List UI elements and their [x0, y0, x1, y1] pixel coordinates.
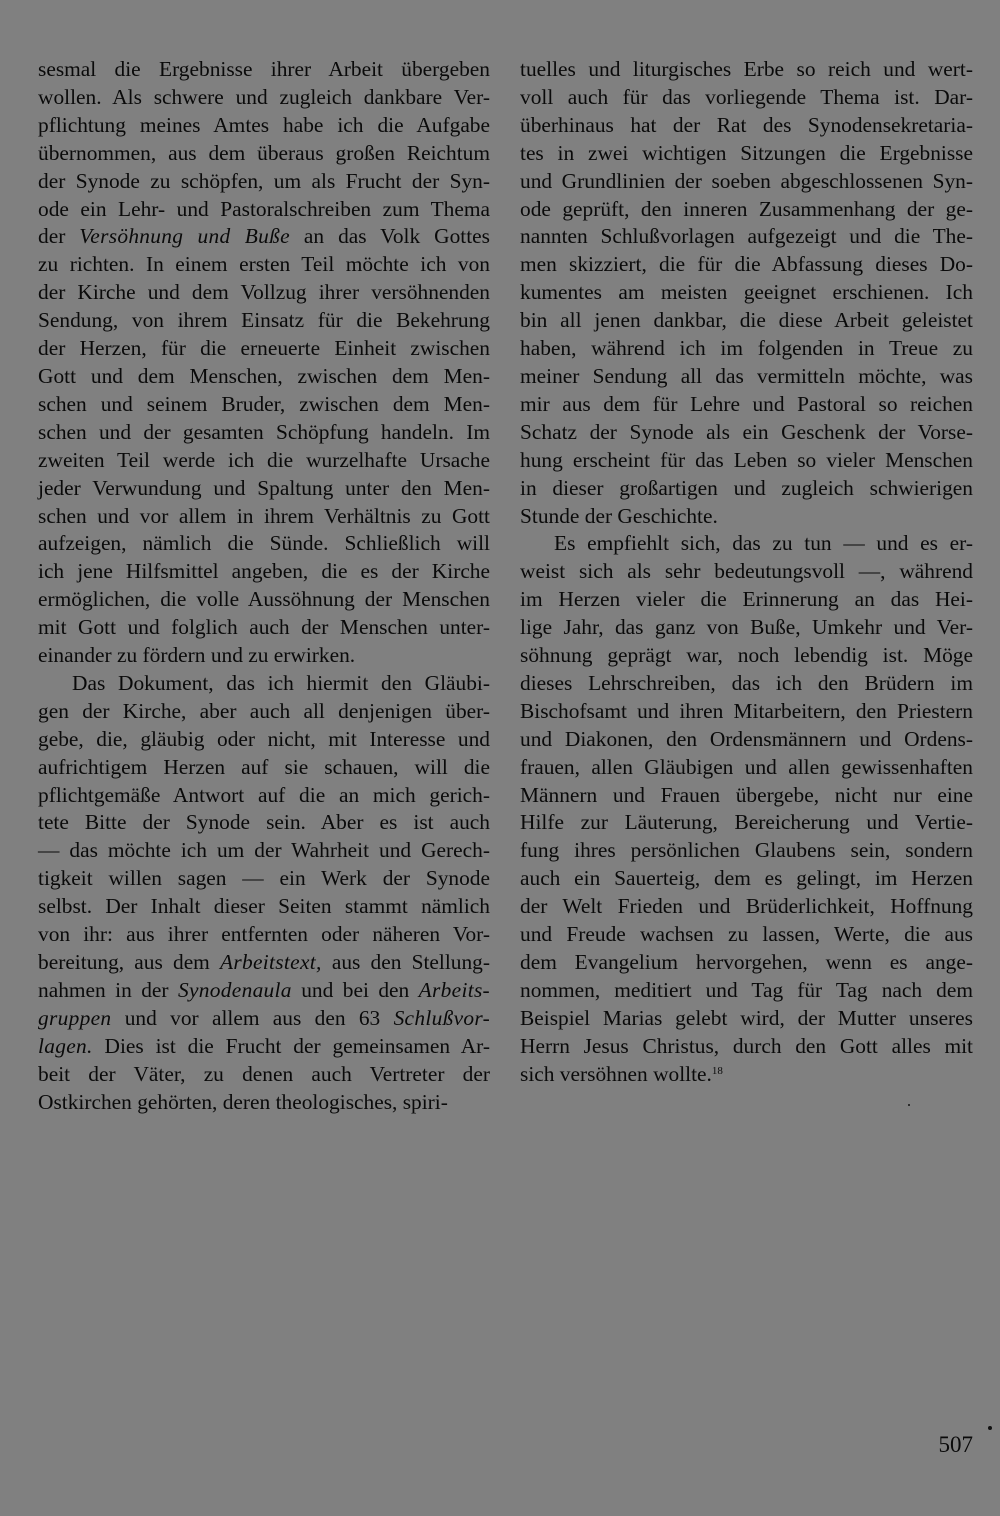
text-line: nannten Schlußvorlagen aufgezeigt und die The-: [520, 224, 973, 249]
text-line: Ostkirchen gehörten, deren theologisches, spiri-: [38, 1089, 448, 1114]
text-line: der Kirche und dem Vollzug ihrer versöhnenden: [38, 280, 490, 305]
text-line: ich jene Hilfsmittel angeben, die es der Kirche: [38, 559, 490, 584]
text-line: mir aus dem für Lehre und Pastoral so reichen: [520, 391, 973, 416]
text-line: tete Bitte der Synode sein. Aber es ist auch: [38, 810, 490, 835]
right-text-column: [520, 56, 973, 1089]
text-line: Es empfiehlt sich, das zu tun — und es er-: [554, 531, 973, 556]
text-line: kumentes am meisten geeignet erschienen. Ich: [520, 280, 973, 305]
text-line: von ihr: aus ihrer entfernten oder näheren Vor-: [38, 922, 490, 947]
text-line: aufzeigen, nämlich die Sünde. Schließlich will: [38, 531, 490, 556]
text-line: zu richten. In einem ersten Teil möchte ich von: [38, 252, 490, 277]
text-line: hung erscheint für das Leben so vieler Menschen: [520, 447, 973, 472]
text-line: gen der Kirche, aber auch all denjenigen über-: [38, 698, 490, 723]
text-line: bin all jenen dankbar, die diese Arbeit geleistet: [520, 308, 973, 333]
text-line: Gott und dem Menschen, zwischen dem Men-: [38, 363, 490, 388]
text-line: wollen. Als schwere und zugleich dankbare Ver-: [38, 84, 490, 109]
text-line: Hilfe zur Läuterung, Bereicherung und Vertie-: [520, 810, 973, 835]
text-line: nahmen in der Synodenaula und bei den Arbeits-: [38, 977, 490, 1002]
text-line: lagen. Dies ist die Frucht der gemeinsamen Ar-: [38, 1033, 490, 1058]
text-line: pflichtung meines Amtes habe ich die Aufgabe: [38, 112, 490, 137]
text-line: sich versöhnen wollte.$^{18}$: [520, 1061, 723, 1086]
text-line: dieses Lehrschreiben, das ich den Brüdern im: [520, 670, 973, 695]
text-line: tes in zwei wichtigen Sitzungen die Ergebnisse: [520, 140, 973, 165]
text-line: übernommen, aus dem überaus großen Reichtum: [38, 140, 490, 165]
paragraph: [520, 530, 973, 1088]
text-line: sesmal die Ergebnisse ihrer Arbeit übergeben: [38, 57, 490, 81]
text-line: aufrichtigem Herzen auf sie schauen, will die: [38, 754, 490, 779]
text-line: der Welt Frieden und Brüderlichkeit, Hoffnung: [520, 894, 973, 919]
text-line: nommen, meditiert und Tag für Tag nach dem: [520, 977, 973, 1002]
text-line: Beispiel Marias gelebt wird, der Mutter unseres: [520, 1005, 973, 1030]
text-line: beit der Väter, zu denen auch Vertreter der: [38, 1061, 490, 1086]
text-line: men skizziert, die für die Abfassung dieses Do-: [520, 252, 973, 277]
text-line: und Diakonen, den Ordensmännern und Ordens-: [520, 726, 973, 751]
text-line: ode ein Lehr- und Pastoralschreiben zum Thema: [38, 196, 490, 221]
text-line: selbst. Der Inhalt dieser Seiten stammt nämlich: [38, 894, 490, 919]
text-line: Männern und Frauen übergebe, nicht nur eine: [520, 782, 973, 807]
text-line: und Freude wachsen zu lassen, Werte, die aus: [520, 922, 973, 947]
text-line: gebe, die, gläubig oder nicht, mit Interesse und: [38, 726, 490, 751]
text-line: haben, während ich im folgenden in Treue zu: [520, 336, 973, 361]
left-text-column: [38, 56, 490, 1116]
text-line: schen und vor allem in ihrem Verhältnis zu Gott: [38, 503, 490, 528]
text-line: lige Jahr, das ganz von Buße, Umkehr und Ver-: [520, 615, 973, 640]
text-line: und Grundlinien der soeben abgeschlossenen Syn-: [520, 168, 973, 193]
text-line: weist sich als sehr bedeutungsvoll —, während: [520, 559, 973, 584]
text-line: — das möchte ich um der Wahrheit und Gerech-: [38, 838, 490, 863]
text-line: einander zu fördern und zu erwirken.: [38, 643, 356, 668]
paragraph: [520, 56, 973, 530]
text-line: Sendung, von ihrem Einsatz für die Bekehrung: [38, 308, 490, 333]
text-line: dem Evangelium hervorgehen, wenn es ange-: [520, 950, 973, 974]
text-line: Schatz der Synode als ein Geschenk der Vorse-: [520, 419, 973, 444]
scan-speck: [988, 1426, 992, 1430]
text-line: Stunde der Geschichte.: [520, 503, 718, 528]
text-line: schen und seinem Bruder, zwischen dem Men-: [38, 391, 490, 416]
text-line: im Herzen vieler die Erinnerung an das Hei-: [520, 587, 973, 612]
text-line: überhinaus hat der Rat des Synodensekretaria-: [520, 112, 973, 137]
text-line: Das Dokument, das ich hiermit den Gläubi-: [72, 670, 490, 695]
paragraph: [38, 670, 490, 1117]
text-line: tigkeit willen sagen — ein Werk der Synode: [38, 866, 490, 891]
text-line: zweiten Teil werde ich die wurzelhafte Ursache: [38, 447, 490, 472]
text-line: tuelles und liturgisches Erbe so reich und wert-: [520, 57, 973, 81]
scan-speck: [908, 1104, 910, 1106]
text-line: jeder Verwundung und Spaltung unter den Men-: [38, 475, 490, 500]
paragraph: [38, 56, 490, 670]
text-line: söhnung geprägt war, noch lebendig ist. Möge: [520, 643, 973, 668]
text-line: fung ihres persönlichen Glaubens sein, sondern: [520, 838, 973, 863]
text-line: in dieser großartigen und zugleich schwierigen: [520, 475, 973, 500]
text-line: gruppen und vor allem aus den 63 Schlußvor-: [38, 1005, 490, 1030]
text-line: mit Gott und folglich auch der Menschen unter-: [38, 615, 490, 640]
text-line: bereitung, aus dem Arbeitstext, aus den Stellung-: [38, 950, 491, 974]
page-number: 507: [938, 1432, 973, 1457]
text-line: der Herzen, für die erneuerte Einheit zwischen: [38, 336, 490, 361]
text-line: meiner Sendung all das vermitteln möchte, was: [520, 363, 973, 388]
text-line: schen und der gesamten Schöpfung handeln. Im: [38, 419, 490, 444]
text-line: ode geprüft, den inneren Zusammenhang der ge-: [520, 196, 973, 221]
text-line: Bischofsamt und ihren Mitarbeitern, den Priestern: [520, 698, 973, 723]
text-line: voll auch für das vorliegende Thema ist. Dar-: [520, 84, 973, 109]
text-line: ermöglichen, die volle Aussöhnung der Menschen: [38, 587, 490, 612]
text-line: frauen, allen Gläubigen und allen gewissenhaften: [520, 754, 973, 779]
text-line: der Synode zu schöpfen, um als Frucht der Syn-: [38, 168, 490, 193]
text-line: der Versöhnung und Buße an das Volk Gottes: [38, 224, 490, 249]
text-line: pflichtgemäße Antwort auf die an mich gerich-: [38, 782, 490, 807]
text-line: auch ein Sauerteig, dem es gelingt, im Herzen: [520, 866, 973, 891]
text-line: Herrn Jesus Christus, durch den Gott alles mit: [520, 1033, 973, 1058]
